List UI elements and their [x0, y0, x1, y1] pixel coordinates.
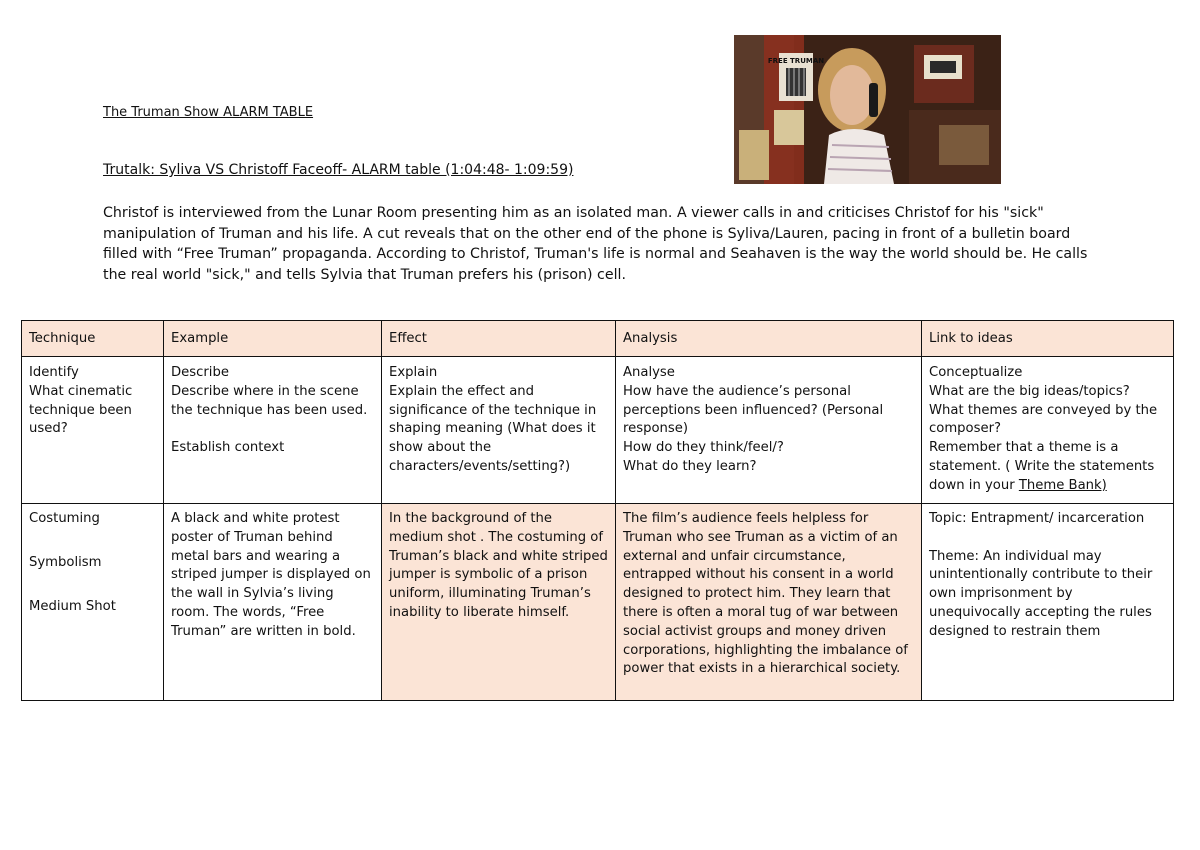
header-technique: Technique — [22, 321, 164, 357]
guide-technique-title: Identify — [29, 365, 79, 380]
guide-example-text: Describe where in the scene the technique has been used. — [171, 383, 368, 418]
guide-technique-text: What cinematic technique been used? — [29, 383, 133, 437]
guide-ideas-text1: What are the big ideas/topics? — [929, 383, 1130, 399]
header-effect: Effect — [382, 321, 616, 357]
table-row-guide — [22, 357, 1174, 504]
document-title: The Truman Show ALARM TABLE — [103, 105, 314, 120]
header-example: Example — [164, 321, 382, 357]
header-link-to-ideas: Link to ideas — [922, 321, 1174, 357]
guide-ideas-text3: Remember that a theme is a statement. ( Write the statements down in your — [929, 440, 1155, 493]
guide-ideas-title: Conceptualize — [929, 365, 1023, 380]
row-ideas-cell — [922, 504, 1174, 701]
guide-example-cell — [164, 357, 382, 504]
technique-medium-shot: Medium Shot — [29, 598, 116, 614]
guide-ideas-text2: What themes are conveyed by the composer? — [929, 402, 1158, 437]
row-effect-cell: In the background of the medium shot . The costuming of Truman’s black and white striped jumper is symbolic of a prison uniform, illuminating Truman’s inability to liberate himself. — [382, 504, 616, 701]
guide-analysis-text1: How have the audience’s personal perceptions been influenced? (Personal response) — [623, 383, 884, 437]
ideas-topic: Topic: Entrapment/ incarceration — [929, 511, 1145, 526]
scene-still-image — [734, 35, 1001, 184]
guide-effect-text: Explain the effect and significance of the technique in shaping meaning (What does it show about the characters/events/setting?) — [389, 383, 597, 474]
technique-symbolism: Symbolism — [29, 554, 102, 570]
guide-analysis-text2: How do they think/feel/? — [623, 440, 784, 456]
guide-ideas-cell — [922, 357, 1174, 504]
guide-effect-cell — [382, 357, 616, 504]
table-row — [22, 504, 1174, 701]
guide-example-extra: Establish context — [171, 440, 285, 456]
header-analysis: Analysis — [616, 321, 922, 357]
guide-analysis-text3: What do they learn? — [623, 458, 757, 474]
guide-effect-title: Explain — [389, 365, 438, 380]
ideas-theme: Theme: An individual may unintentionally contribute to their own imprisonment by unequivocally accepting the rules designed to restrain them — [929, 548, 1153, 639]
guide-technique-cell — [22, 357, 164, 504]
document-subtitle: Trutalk: Syliva VS Christoff Faceoff- ALARM table (1:04:48- 1:09:59) — [103, 162, 574, 178]
table-header-row — [22, 321, 1174, 357]
scene-still-illustration — [734, 35, 1001, 184]
guide-analysis-title: Analyse — [623, 365, 675, 380]
row-analysis-cell: The film’s audience feels helpless for Truman who see Truman as a victim of an external and unfair circumstance, entrapped without his consent in a world designed to protect him. They learn that there is often a moral tug of war between social activist groups and money driven corporations, highlighting the imbalance of power that exists in a hierarchical society. — [616, 504, 922, 701]
row-technique-cell — [22, 504, 164, 701]
technique-costuming: Costuming — [29, 511, 100, 526]
guide-analysis-cell — [616, 357, 922, 504]
guide-example-title: Describe — [171, 365, 229, 380]
row-example-cell: A black and white protest poster of Truman behind metal bars and wearing a striped jumper is displayed on the wall in Sylvia’s living room. The words, “Free Truman” are written in bold. — [164, 504, 382, 701]
theme-bank-link[interactable]: Theme Bank) — [1018, 477, 1107, 493]
alarm-table — [21, 320, 1174, 701]
poster-text: FREE TRUMAN — [767, 57, 825, 65]
scene-summary: Christof is interviewed from the Lunar Room presenting him as an isolated man. A viewer calls in and criticises Christof for his "sick" manipulation of Truman and his life. A cut reveals that on the other end of the phone is Syliva/Lauren, pacing in front of a bulletin board filled with “Free Truman” propaganda. According to Christof, Truman's life is normal and Seahaven is the way the world should be. He calls the real world "sick," and tells Sylvia that Truman prefers his (prison) cell. — [103, 205, 1088, 283]
